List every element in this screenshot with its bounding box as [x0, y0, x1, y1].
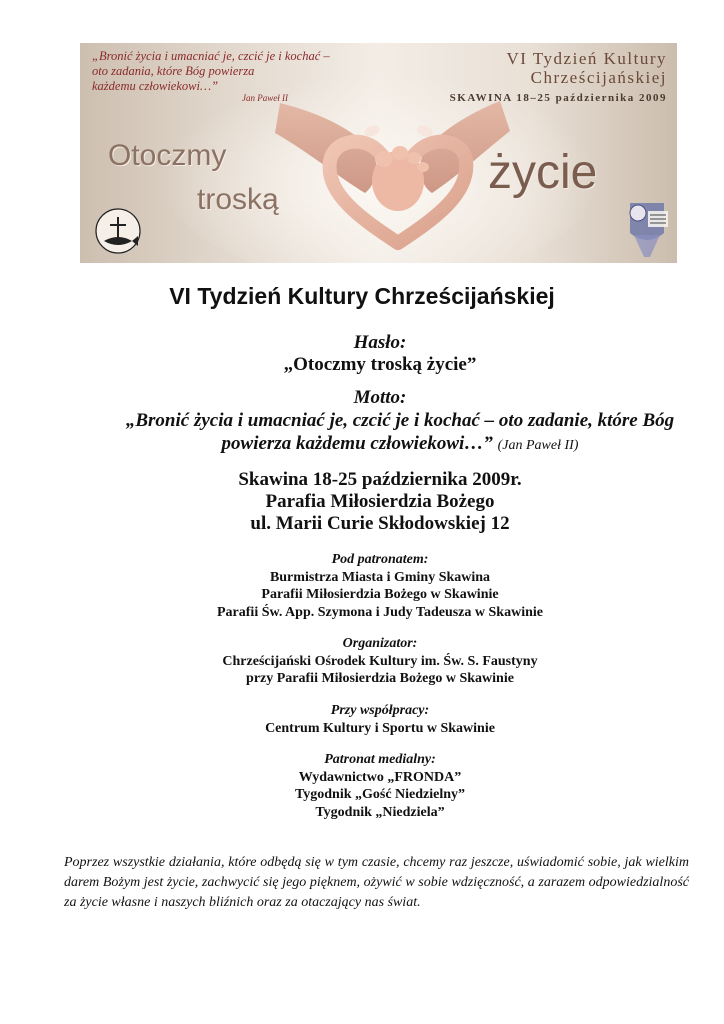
patronage-item: Parafii Miłosierdzia Bożego w Skawinie	[261, 587, 499, 602]
patronage-label: Pod patronatem:	[331, 552, 429, 567]
motto-text	[112, 409, 688, 457]
banner-quote-author: Jan Paweł II	[242, 93, 288, 103]
cooperation-label: Przy współpracy:	[330, 703, 430, 718]
media-item: Wydawnictwo „FRONDA”	[298, 769, 462, 785]
slogan-word: życie	[488, 146, 598, 199]
banner-event-title-line: Chrześcijańskiej	[530, 68, 667, 87]
motto-label: Motto:	[353, 387, 407, 408]
motto-line-text: powierza każdemu człowiekowi…”	[221, 433, 493, 454]
parish-seal-logo	[620, 199, 672, 261]
banner-quote-line: „Bronić życia i umacniać je, czcić je i kochać –	[92, 49, 330, 63]
fish-cross-logo	[88, 203, 148, 259]
cooperation-item: Centrum Kultury i Sportu w Skawinie	[265, 720, 495, 736]
banner-event-title	[506, 49, 667, 87]
banner-quote-line: oto zadania, które Bóg powierza	[92, 64, 255, 78]
banner-event-title-line: VI Tydzień Kultury	[506, 49, 667, 68]
page-title: VI Tydzień Kultury Chrześcijańskiej	[169, 283, 555, 309]
media-item: Tygodnik „Niedziela”	[315, 804, 445, 820]
slogan-word: troską	[197, 183, 279, 216]
organizer-section	[60, 635, 700, 688]
haslo-text: „Otoczmy troską życie”	[283, 354, 477, 375]
haslo-label: Hasło:	[353, 332, 407, 353]
banner-event-date: SKAWINA 18–25 października 2009	[449, 92, 667, 104]
event-parish: Parafia Miłosierdzia Bożego	[265, 491, 495, 512]
cooperation-section	[60, 702, 700, 737]
organizer-label: Organizator:	[342, 636, 418, 651]
banner-quote-line: każdemu człowiekowi…”	[92, 79, 219, 93]
event-address: ul. Marii Curie Skłodowskiej 12	[250, 513, 510, 534]
motto-line	[112, 432, 688, 457]
event-banner	[80, 43, 677, 263]
media-section	[60, 751, 700, 821]
banner-quote	[92, 49, 330, 94]
patronage-section	[60, 551, 700, 621]
organizer-item: Chrześcijański Ośrodek Kultury im. Św. S. Faustyny	[222, 653, 538, 669]
media-item: Tygodnik „Gość Niedzielny”	[294, 787, 466, 802]
patronage-item: Burmistrza Miasta i Gminy Skawina	[269, 569, 491, 585]
event-date: Skawina 18-25 października 2009r.	[238, 469, 522, 490]
media-label: Patronat medialny:	[324, 752, 436, 767]
organizer-item: przy Parafii Miłosierdzia Bożego w Skawinie	[246, 671, 514, 686]
closing-paragraph: Poprzez wszystkie działania, które odbędą się w tym czasie, chcemy raz jeszcze, uświadomić sobie, jak wielkim darem Bożym jest życie, zachwycić się jego pięknem, ożywić w sobie wdzięczność, a zarazem odpowiedzialność za życie własne i naszych bliźnich oraz za otaczający nas świat.	[64, 855, 689, 910]
slogan-word: Otoczmy	[108, 139, 227, 172]
patronage-item: Parafii Św. App. Szymona i Judy Tadeusza w Skawinie	[217, 604, 543, 620]
event-info	[60, 469, 700, 535]
motto-author: (Jan Paweł II)	[497, 438, 579, 453]
motto-line: „Bronić życia i umacniać je, czcić je i kochać – oto zadanie, które Bóg	[125, 410, 675, 431]
